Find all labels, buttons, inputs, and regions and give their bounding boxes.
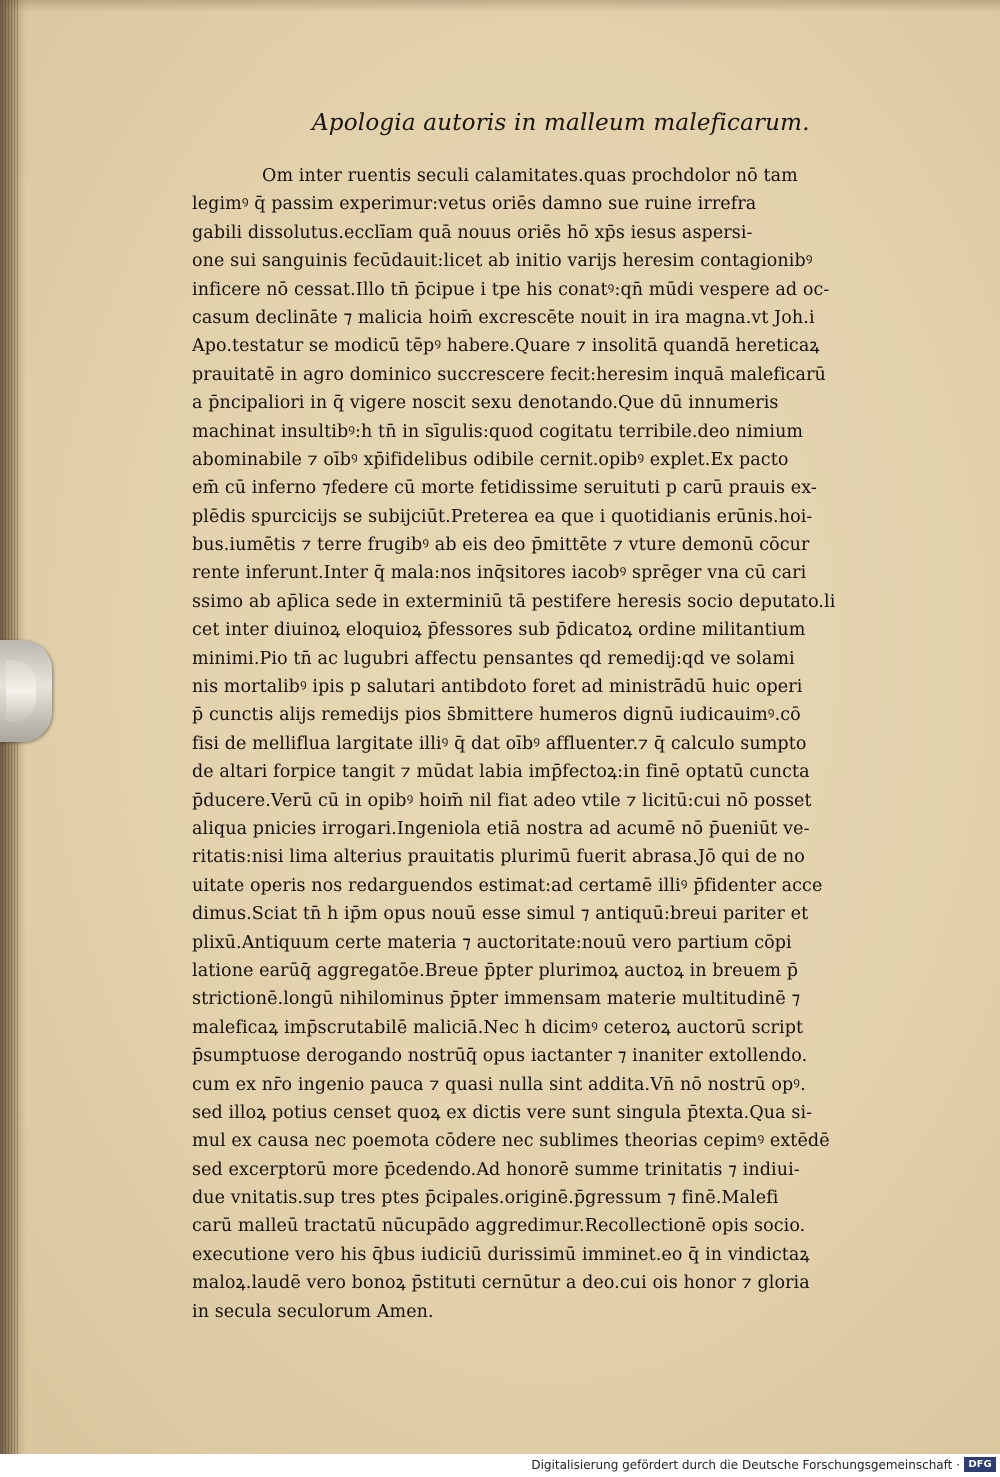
text-line: one sui sanguinis fecūdauit:licet ab initio varijs heresim contagionibꝰ	[192, 251, 813, 272]
text-line: p̄ducere.Verū cū in opibꝰ hoim̄ nil fiat adeo vtile ⁊ licitū:cui nō posset	[192, 790, 812, 811]
footer-credit: Digitalisierung gefördert durch die Deutsche Forschungsgemeinschaft ·	[531, 1458, 960, 1472]
text-line: Om inter ruentis seculi calamitates.quas prochdolor nō tam	[262, 166, 798, 186]
text-line: aliqua pnicies irrogari.Ingeniola etiā nostra ad acumē nō p̄ueniūt ve-	[192, 818, 810, 839]
text-line: abominabile ⁊ oībꝰ xp̄ifidelibus odibile cernit.opibꝰ explet.Ex pacto	[192, 449, 789, 470]
text-line: due vnitatis.sup tres ptes p̄cipales.originē.p̄gressum ⁊ finē.Malefi	[192, 1188, 779, 1209]
text-line: gabili dissolutus.ecclīam quā nouus oriēs hō xp̄s iesus aspersi-	[192, 222, 753, 243]
text-line: rente inferunt.Inter q̄ mala:nos inq̄sitores iacobꝰ sprēger vna cū cari	[192, 563, 807, 584]
text-line: executione vero his q̄bus iudiciū durissimū imminet.eo q̄ in vindictaꝝ	[192, 1244, 810, 1265]
text-line: minimi.Pio tn̄ ac lugubri affectu pensantes qd remedij:qd ve solami	[192, 648, 795, 669]
text-line: maloꝝ.laudē vero bonoꝝ p̄stituti cernūtur a deo.cui ois honor ⁊ gloria	[192, 1273, 810, 1294]
text-line: prauitatē in agro dominico succrescere fecit:heresim inquā maleficarū	[192, 364, 826, 385]
text-line: Apo.testatur se modicū tēpꝰ habere.Quare ⁊ insolitā quandā hereticaꝝ	[192, 336, 820, 357]
text-line: in secula seculorum Amen.	[192, 1301, 434, 1322]
text-line: machinat insultibꝰ:h tn̄ in sīgulis:quod cogitatu terribile.deo nimium	[192, 421, 804, 442]
text-line: strictionē.longū nihilominus p̄pter immensam materie multitudinē ⁊	[192, 989, 801, 1010]
text-line: p̄sumptuose derogando nostrūq̄ opus iactanter ⁊ inaniter extollendo.	[192, 1046, 808, 1067]
text-line: ssimo ab ap̄lica sede in exterminiū tā pestifere heresis socio deputato.li	[192, 591, 836, 612]
text-line: de altari forpice tangit ⁊ mūdat labia imp̄fectoꝝ:in finē optatū cuncta	[192, 762, 810, 783]
text-line: cum ex nr̄o ingenio pauca ⁊ quasi nulla sint addita.Vn̄ nō nostrū opꝰ.	[192, 1074, 806, 1095]
text-line: fisi de melliflua largitate illiꝰ q̄ dat oībꝰ affluenter.⁊ q̄ calculo sumpto	[192, 733, 807, 754]
text-line: dimus.Sciat tn̄ h ip̄m opus nouū esse simul ⁊ antiquū:breui pariter et	[192, 904, 809, 925]
text-line: plixū.Antiquum certe materia ⁊ auctoritate:nouū vero partium cōpi	[192, 932, 792, 953]
text-line: a p̄ncipaliori in q̄ vigere noscit sexu denotando.Que dū innumeris	[192, 393, 779, 414]
page-heading: Apologia autoris in malleum maleficarum.	[312, 110, 810, 136]
text-line: ritatis:nisi lima alterius prauitatis plurimū fuerit abrasa.Jō qui de no	[192, 847, 805, 868]
text-line: inficere nō cessat.Illo tn̄ p̄cipue i tpe his conatꝰ:qn̄ mūdi vespere ad oc-	[192, 279, 830, 300]
text-line: nis mortalibꝰ ipis p salutari antibdoto foret ad ministrādū huic operi	[192, 677, 803, 698]
body-text	[192, 162, 922, 1326]
text-line: sed illoꝝ potius censet quoꝝ ex dictis vere sunt singula p̄texta.Qua si-	[192, 1102, 813, 1123]
dfg-logo: DFG	[964, 1457, 996, 1472]
text-line: mul ex causa nec poemota cōdere nec sublimes theorias cepimꝰ extēdē	[192, 1131, 830, 1152]
text-line: p̄ cunctis alijs remedijs pios s̄bmittere humeros dignū iudicauimꝰ.cō	[192, 705, 801, 726]
text-line: sed excerptorū more p̄cedendo.Ad honorē summe trinitatis ⁊ indiui-	[192, 1159, 800, 1180]
text-line: casum declināte ⁊ malicia hoim̄ excrescēte nouit in ira magna.vt Joh.i	[192, 307, 815, 328]
text-line: carū malleū tractatū nūcupādo aggredimur.Recollectionē opis socio.	[192, 1216, 806, 1237]
book-clasp-highlight	[6, 660, 36, 722]
text-line: uitate operis nos redarguendos estimat:ad certamē illiꝰ p̄fidenter acce	[192, 875, 823, 896]
text-line: em̄ cū inferno ⁊federe cū morte fetidissime seruituti p carū prauis ex-	[192, 478, 817, 499]
page-top-shadow	[0, 0, 1000, 12]
text-line: maleficaꝝ imp̄scrutabilē maliciā.Nec h dicimꝰ ceteroꝝ auctorū script	[192, 1017, 804, 1038]
text-line: latione earūq̄ aggregatōe.Breue p̄pter plurimoꝝ auctoꝝ in breuem p̄	[192, 960, 799, 981]
text-line: plēdis spurcicijs se subijciūt.Preterea ea que i quotidianis erūnis.hoi-	[192, 506, 813, 527]
text-line: bus.iumētis ⁊ terre frugibꝰ ab eis deo p̄mittēte ⁊ vture demonū cōcur	[192, 535, 810, 556]
book-clasp	[0, 640, 52, 742]
text-line: cet inter diuinoꝝ eloquioꝝ p̄fessores sub p̄dicatoꝝ ordine militantium	[192, 620, 806, 641]
text-line: legimꝰ q̄ passim experimur:vetus oriēs damno sue ruine irrefra	[192, 194, 757, 215]
